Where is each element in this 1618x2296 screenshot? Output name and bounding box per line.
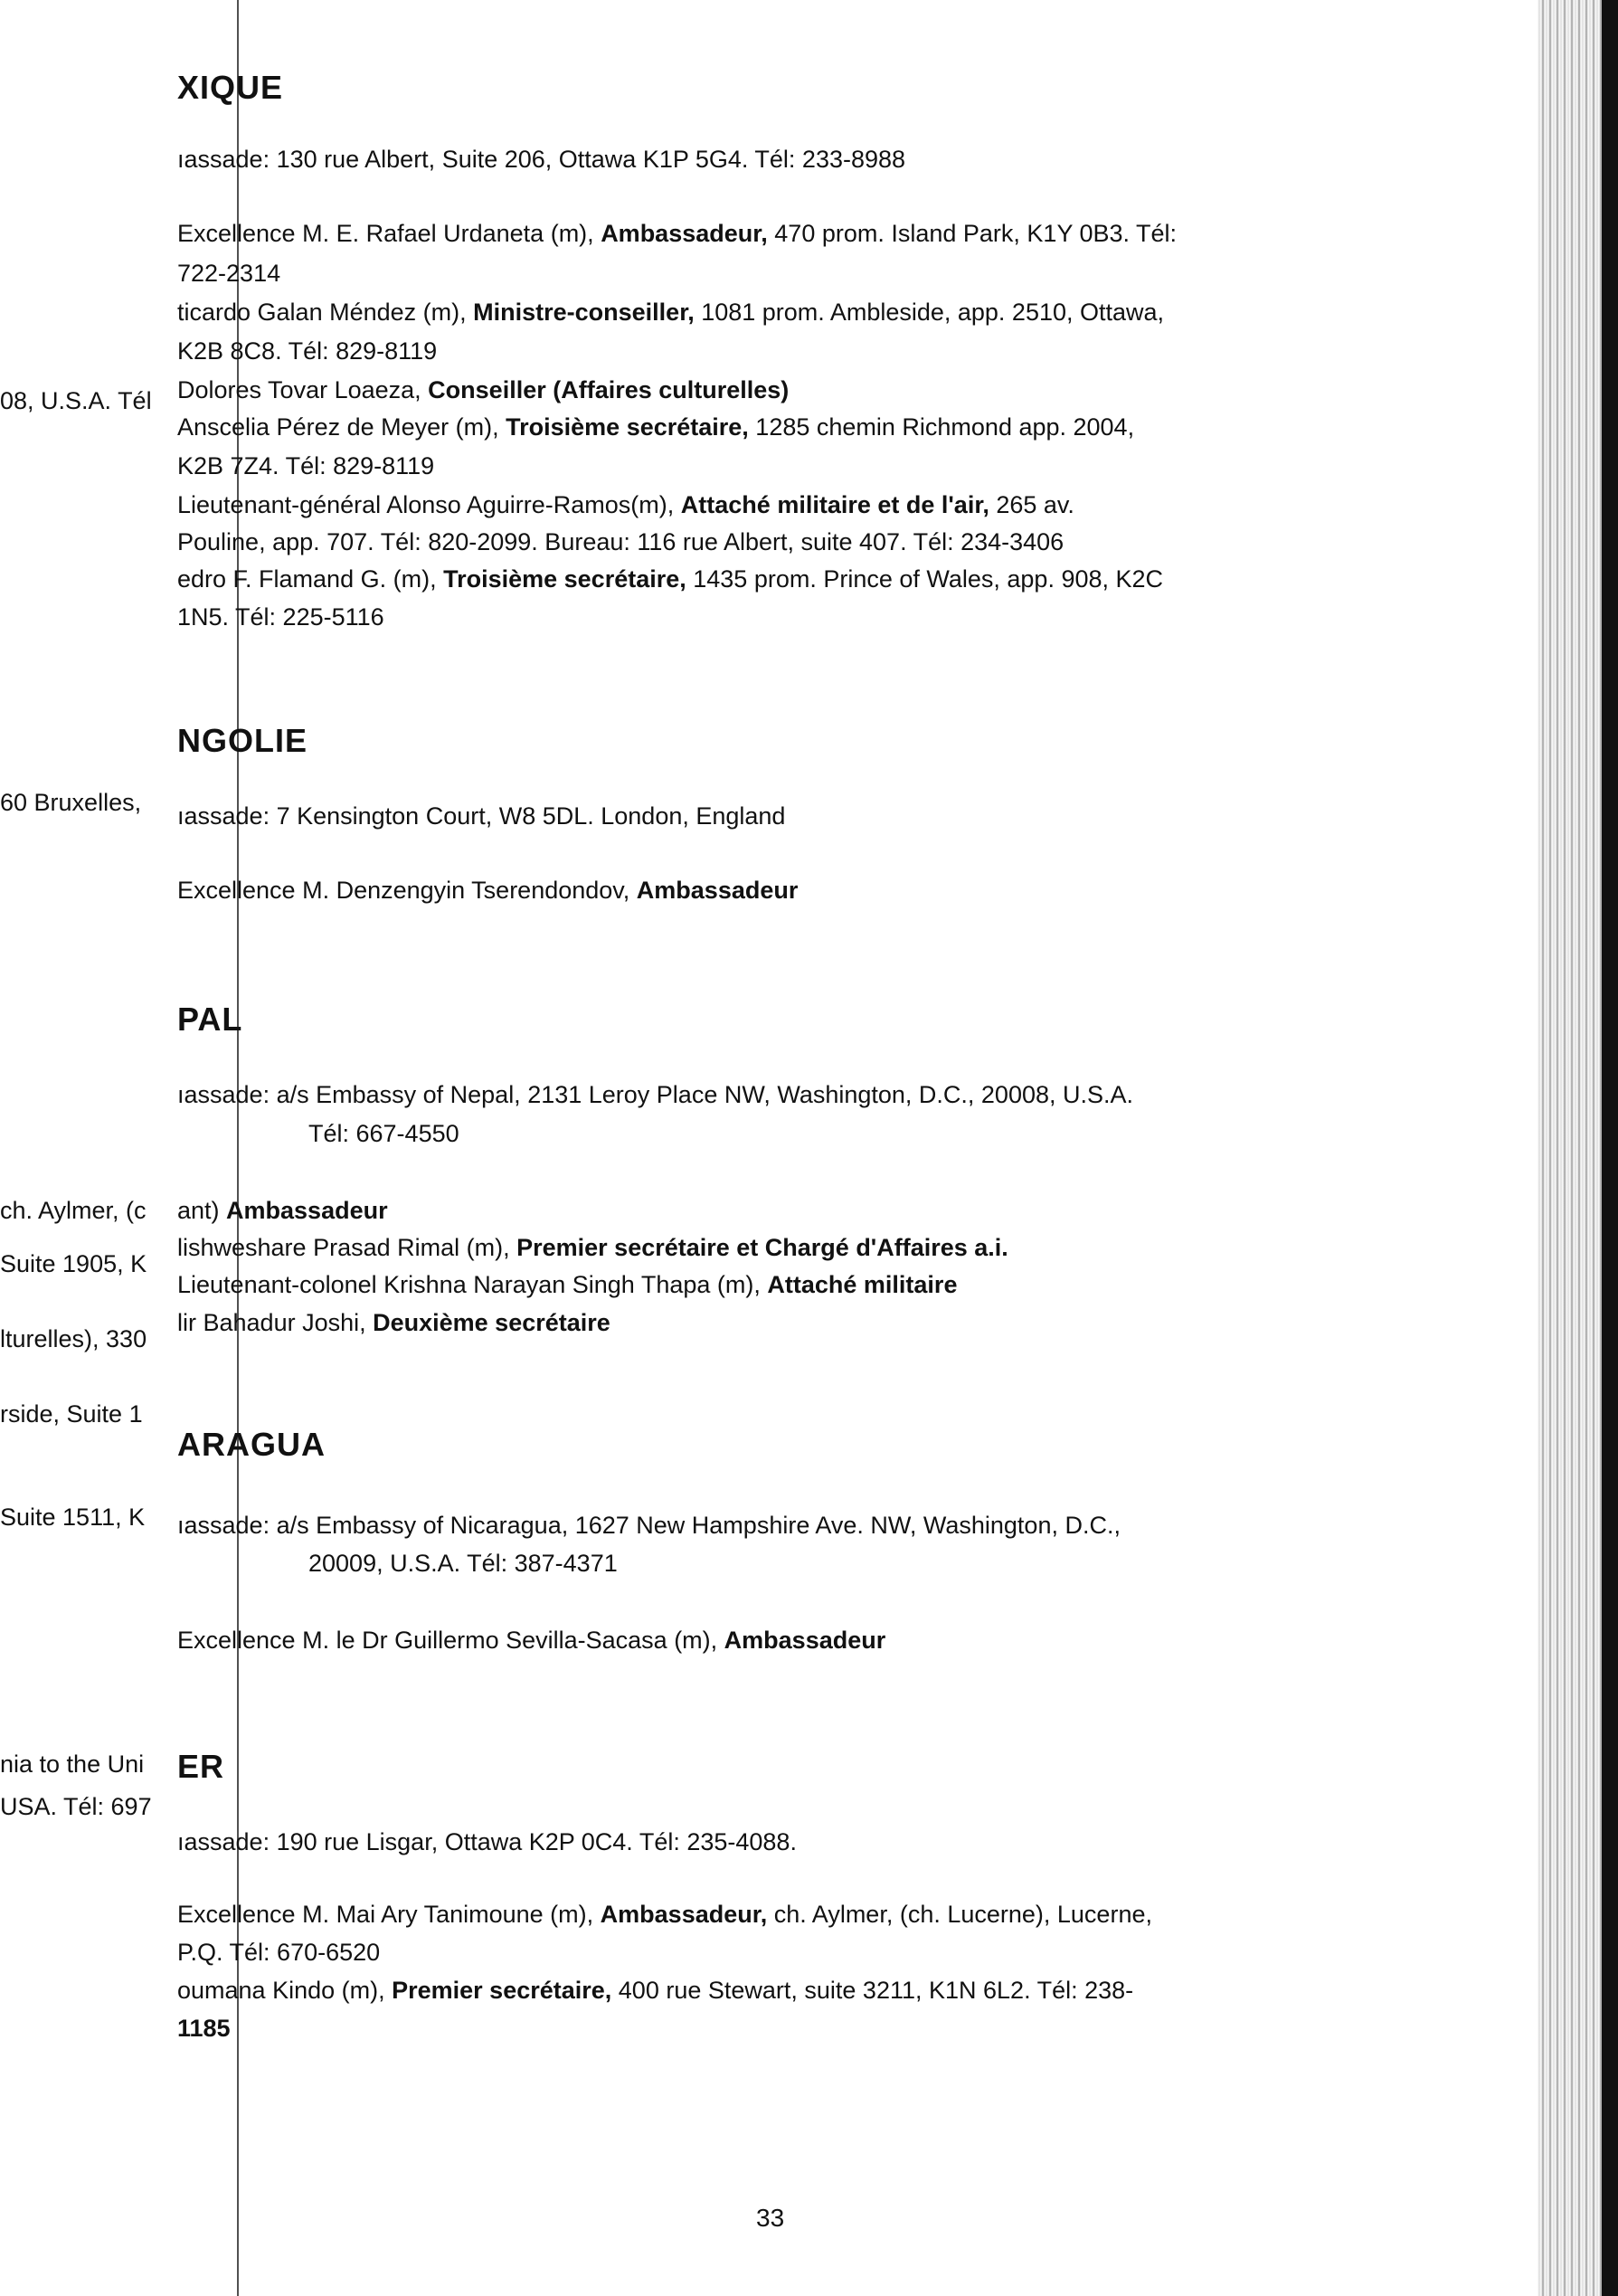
list-item: Dolores Tovar Loaeza, Conseiller (Affaires culturelles) — [177, 376, 790, 403]
list-item: lishweshare Prasad Rimal (m), Premier secrétaire et Chargé d'Affaires a.i. — [177, 1234, 1008, 1261]
list-item: Lieutenant-colonel Krishna Narayan Singh Thapa (m), Attaché militaire — [177, 1271, 958, 1298]
embassy-address-cont: Tél: 667-4550 — [308, 1120, 459, 1147]
facing-page-fragment: ch. Aylmer, (c — [0, 1197, 147, 1224]
list-item: oumana Kindo (m), Premier secrétaire, 400 rue Stewart, suite 3211, K1N 6L2. Tél: 238- — [177, 1977, 1134, 2004]
list-item-cont: 722-2314 — [177, 260, 281, 287]
list-item-cont: K2B 8C8. Tél: 829-8119 — [177, 337, 438, 365]
section-title: ER — [177, 1748, 225, 1785]
facing-page-fragment: rside, Suite 1 — [0, 1400, 143, 1428]
facing-page-fragment: nia to the Uni — [0, 1750, 145, 1778]
embassy-address: ıassade: 7 Kensington Court, W8 5DL. London, England — [177, 802, 786, 830]
embassy-address: ıassade: a/s Embassy of Nicaragua, 1627 New Hampshire Ave. NW, Washington, D.C., — [177, 1512, 1121, 1539]
list-item: ant) Ambassadeur — [177, 1197, 388, 1224]
list-item: lir Bahadur Joshi, Deuxième secrétaire — [177, 1309, 610, 1336]
page-number: 33 — [756, 2204, 785, 2232]
list-item: ticardo Galan Méndez (m), Ministre-conseiller, 1081 prom. Ambleside, app. 2510, Ottawa, — [177, 299, 1165, 326]
embassy-address: ıassade: a/s Embassy of Nepal, 2131 Leroy Place NW, Washington, D.C., 20008, U.S.A. — [177, 1081, 1134, 1108]
list-item: Lieutenant-général Alonso Aguirre-Ramos(m), Attaché militaire et de l'air, 265 av. — [177, 491, 1074, 518]
embassy-address: ıassade: 190 rue Lisgar, Ottawa K2P 0C4. Tél: 235-4088. — [177, 1828, 797, 1855]
facing-page-fragment: Suite 1511, K — [0, 1504, 146, 1531]
facing-page-fragment: 60 Bruxelles, — [0, 789, 142, 816]
list-item-cont: K2B 7Z4. Tél: 829-8119 — [177, 452, 435, 479]
list-item: Anscelia Pérez de Meyer (m), Troisième secrétaire, 1285 chemin Richmond app. 2004, — [177, 413, 1135, 441]
list-item: Excellence M. Mai Ary Tanimoune (m), Ambassadeur, ch. Aylmer, (ch. Lucerne), Lucerne, — [177, 1901, 1152, 1928]
section-title: ARAGUA — [177, 1426, 326, 1463]
list-item-cont: Pouline, app. 707. Tél: 820-2099. Bureau: 116 rue Albert, suite 407. Tél: 234-3406 — [177, 528, 1064, 555]
section-title: XIQUE — [177, 69, 284, 106]
facing-page-fragment: 08, U.S.A. Tél — [0, 387, 152, 414]
facing-page-fragment: lturelles), 330 — [0, 1325, 147, 1352]
section-title: PAL — [177, 1001, 243, 1038]
list-item-cont: P.Q. Tél: 670-6520 — [177, 1939, 381, 1966]
list-item-cont: 1185 — [177, 2015, 231, 2042]
embassy-address: ıassade: 130 rue Albert, Suite 206, Ottawa K1P 5G4. Tél: 233-8988 — [177, 146, 906, 173]
list-item-cont: 1N5. Tél: 225-5116 — [177, 603, 384, 631]
embassy-address-cont: 20009, U.S.A. Tél: 387-4371 — [308, 1550, 618, 1577]
facing-page-fragment: USA. Tél: 697 — [0, 1793, 152, 1820]
list-item: Excellence M. le Dr Guillermo Sevilla-Sacasa (m), Ambassadeur — [177, 1627, 886, 1654]
facing-page-fragment: Suite 1905, K — [0, 1250, 147, 1277]
list-item: edro F. Flamand G. (m), Troisième secrétaire, 1435 prom. Prince of Wales, app. 908, K2C — [177, 565, 1164, 593]
scanned-page-edge — [1538, 0, 1618, 2296]
section-title: NGOLIE — [177, 722, 308, 759]
list-item: Excellence M. Denzengyin Tserendondov, Ambassadeur — [177, 877, 799, 904]
list-item: Excellence M. E. Rafael Urdaneta (m), Ambassadeur, 470 prom. Island Park, K1Y 0B3. Tél: — [177, 220, 1178, 247]
